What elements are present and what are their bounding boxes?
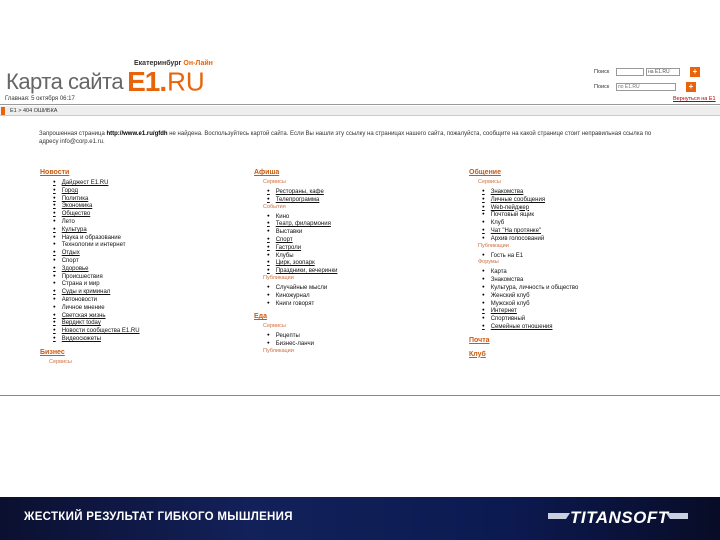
list-item[interactable]: ● Видеосюжеты (53, 334, 140, 342)
list-item[interactable]: ● Почтовый ящик (482, 210, 578, 218)
notice-text-before: Запрошенная страница (39, 131, 105, 137)
list-item[interactable]: ● Культура, личность и общество (482, 283, 578, 291)
list-item[interactable]: ● Личное мнение (53, 303, 140, 311)
search2-label: Поиск (594, 84, 610, 90)
list-item[interactable]: ● Суды и криминал (53, 287, 140, 295)
subsection-afisha-pubs: Публикации (263, 274, 294, 281)
list-item[interactable]: ● Светская жизнь (53, 311, 140, 319)
list-item[interactable]: ● Архив голосований (482, 234, 578, 242)
list-item[interactable]: ● Книги говорят (267, 299, 337, 307)
subsection-social-comm: Публикации (478, 242, 509, 249)
section-title-social[interactable]: Общение (469, 169, 501, 176)
subsection-afisha-events: События (263, 203, 286, 210)
search-go-button[interactable]: + (690, 67, 700, 77)
subsection-food-pubs: Публикации (263, 347, 294, 354)
notice-text-after: не найдена. Воспользуйтесь картой сайта. Если Вы нашли эту ссылку на страницах нашего сайта, пожалуйста, сообщите на какой странице стоит неправильная ссылка по адресу info@corp.e1.ru. (39, 131, 652, 145)
section-title-afisha[interactable]: Афиша (254, 169, 280, 176)
footer-banner (0, 497, 720, 540)
notice-url: http://www.e1.ru/gfdh (106, 131, 168, 137)
page-date: Главная: 5 октября 06:17 (5, 96, 75, 102)
list-item[interactable]: ● Интернет (482, 306, 578, 314)
list-item[interactable]: ● Выставки (267, 227, 337, 235)
logo-ru: RU (167, 66, 205, 97)
list-item[interactable]: ● Спортивный (482, 314, 578, 322)
list-item[interactable]: ● Семейные отношения (482, 322, 578, 330)
list-item[interactable]: ● Спорт (53, 256, 140, 264)
site-map-title: Карта сайта (6, 69, 124, 94)
list-item[interactable]: ● Бизнес-ланчи (267, 339, 337, 347)
logo-e1: E1 (127, 66, 160, 97)
logo-dot: . (159, 66, 168, 97)
list-item[interactable]: ● Чат "На протянке" (482, 226, 578, 234)
site-search-go-button[interactable]: + (686, 82, 696, 92)
list-item[interactable]: ● Кино (267, 212, 337, 220)
search-input[interactable] (616, 68, 644, 76)
breadcrumb (0, 106, 720, 116)
social-comm-list (482, 251, 578, 259)
column-social (469, 168, 578, 360)
list-item[interactable]: ● Спорт (267, 235, 337, 243)
list-item[interactable]: ● Киножурнал (267, 291, 337, 299)
site-header (0, 0, 720, 108)
search-scope-select[interactable]: на E1.RU (646, 68, 680, 76)
list-item[interactable]: ● Политика (53, 194, 140, 202)
list-item[interactable]: ● Автоновости (53, 295, 140, 303)
social-forums-list (482, 267, 578, 329)
column-news (40, 168, 140, 367)
list-item[interactable]: ● Телепрограмма (267, 195, 337, 203)
search-label: Поиск (594, 69, 610, 75)
list-item[interactable]: ● Личные сообщения (482, 195, 578, 203)
list-item[interactable]: ● Цирк, зоопарк (267, 258, 337, 266)
list-item[interactable]: ● Культура (53, 225, 140, 233)
brand-tagline-city: Екатеринбург (134, 60, 182, 67)
list-item[interactable]: ● Происшествия (53, 272, 140, 280)
list-item[interactable]: ● Гость на E1 (482, 251, 578, 259)
list-item[interactable]: ● Клуб (482, 218, 578, 226)
subsection-business-services: Сервисы (49, 358, 72, 365)
section-title-mail[interactable]: Почта (469, 336, 490, 344)
list-item[interactable]: ● Праздники, вечеринки (267, 266, 337, 274)
list-item[interactable]: ● Рецепты (267, 331, 337, 339)
footer-slogan: ЖЕСТКИЙ РЕЗУЛЬТАТ ГИБКОГО МЫШЛЕНИЯ (24, 511, 293, 523)
subsection-food-services: Сервисы (263, 323, 286, 330)
column-afisha (254, 168, 337, 356)
list-item[interactable]: ● Гастроли (267, 243, 337, 251)
list-item[interactable]: ● Лето (53, 217, 140, 225)
section-title-news[interactable]: Новости (40, 169, 70, 176)
list-item[interactable]: ● Новости сообщества E1.RU (53, 326, 140, 334)
subsection-social-forums: Форумы (478, 259, 499, 266)
social-services-list (482, 187, 578, 242)
site-logo[interactable] (6, 66, 205, 98)
breadcrumb-marker-icon (1, 107, 5, 115)
content-divider (0, 395, 720, 396)
list-item[interactable]: ● Здоровье (53, 264, 140, 272)
afisha-events-list (267, 212, 337, 274)
afisha-pubs-list (267, 283, 337, 306)
section-title-business[interactable]: Бизнес (40, 348, 65, 356)
list-item[interactable]: ● Случайные мысли (267, 283, 337, 291)
list-item[interactable]: ● Мужской клуб (482, 299, 578, 307)
subsection-afisha-services: Сервисы (263, 179, 286, 185)
list-item[interactable]: ● Знакомства (482, 275, 578, 283)
search-row-2 (594, 81, 700, 93)
list-item[interactable]: ● Город (53, 186, 140, 194)
list-item[interactable]: ● Знакомства (482, 187, 578, 195)
return-link[interactable]: Вернуться на E1 (673, 96, 716, 102)
not-found-notice (39, 130, 669, 146)
titansoft-logo: TITANSOFT (570, 508, 669, 527)
breadcrumb-text[interactable]: E1 > 404 ОШИБКА (10, 108, 58, 114)
brand-tagline-online: Он-Лайн (183, 60, 213, 67)
list-item[interactable]: ● Карта (482, 267, 578, 275)
search-box (594, 66, 700, 96)
list-item[interactable]: ● Театр, филармония (267, 219, 337, 227)
section-title-club[interactable]: Клуб (469, 350, 486, 358)
list-item[interactable]: ● Общество (53, 209, 140, 217)
list-item[interactable]: ● Экономика (53, 201, 140, 209)
search-row (594, 66, 700, 78)
list-item[interactable]: ● Технологии и интернет (53, 240, 140, 248)
news-list (53, 178, 140, 342)
site-search-input[interactable]: по E1.RU (616, 83, 676, 91)
list-item[interactable]: ● Рестораны, кафе (267, 187, 337, 195)
list-item[interactable]: ● Вердикт today (53, 318, 140, 326)
list-item[interactable]: ● Страна и мир (53, 279, 140, 287)
subsection-social-services: Сервисы (478, 179, 501, 185)
list-item[interactable]: ● Женский клуб (482, 291, 578, 299)
food-services-list (267, 331, 337, 347)
afisha-services-list (267, 187, 337, 203)
list-item[interactable]: ● Web-пейджер (482, 203, 578, 211)
list-item[interactable]: ● Клубы (267, 251, 337, 259)
list-item[interactable]: ● Отдых (53, 248, 140, 256)
header-divider (0, 104, 720, 105)
section-title-food[interactable]: Еда (254, 313, 268, 321)
list-item[interactable]: ● Дайджест E1.RU (53, 178, 140, 186)
list-item[interactable]: ● Наука и образование (53, 233, 140, 241)
